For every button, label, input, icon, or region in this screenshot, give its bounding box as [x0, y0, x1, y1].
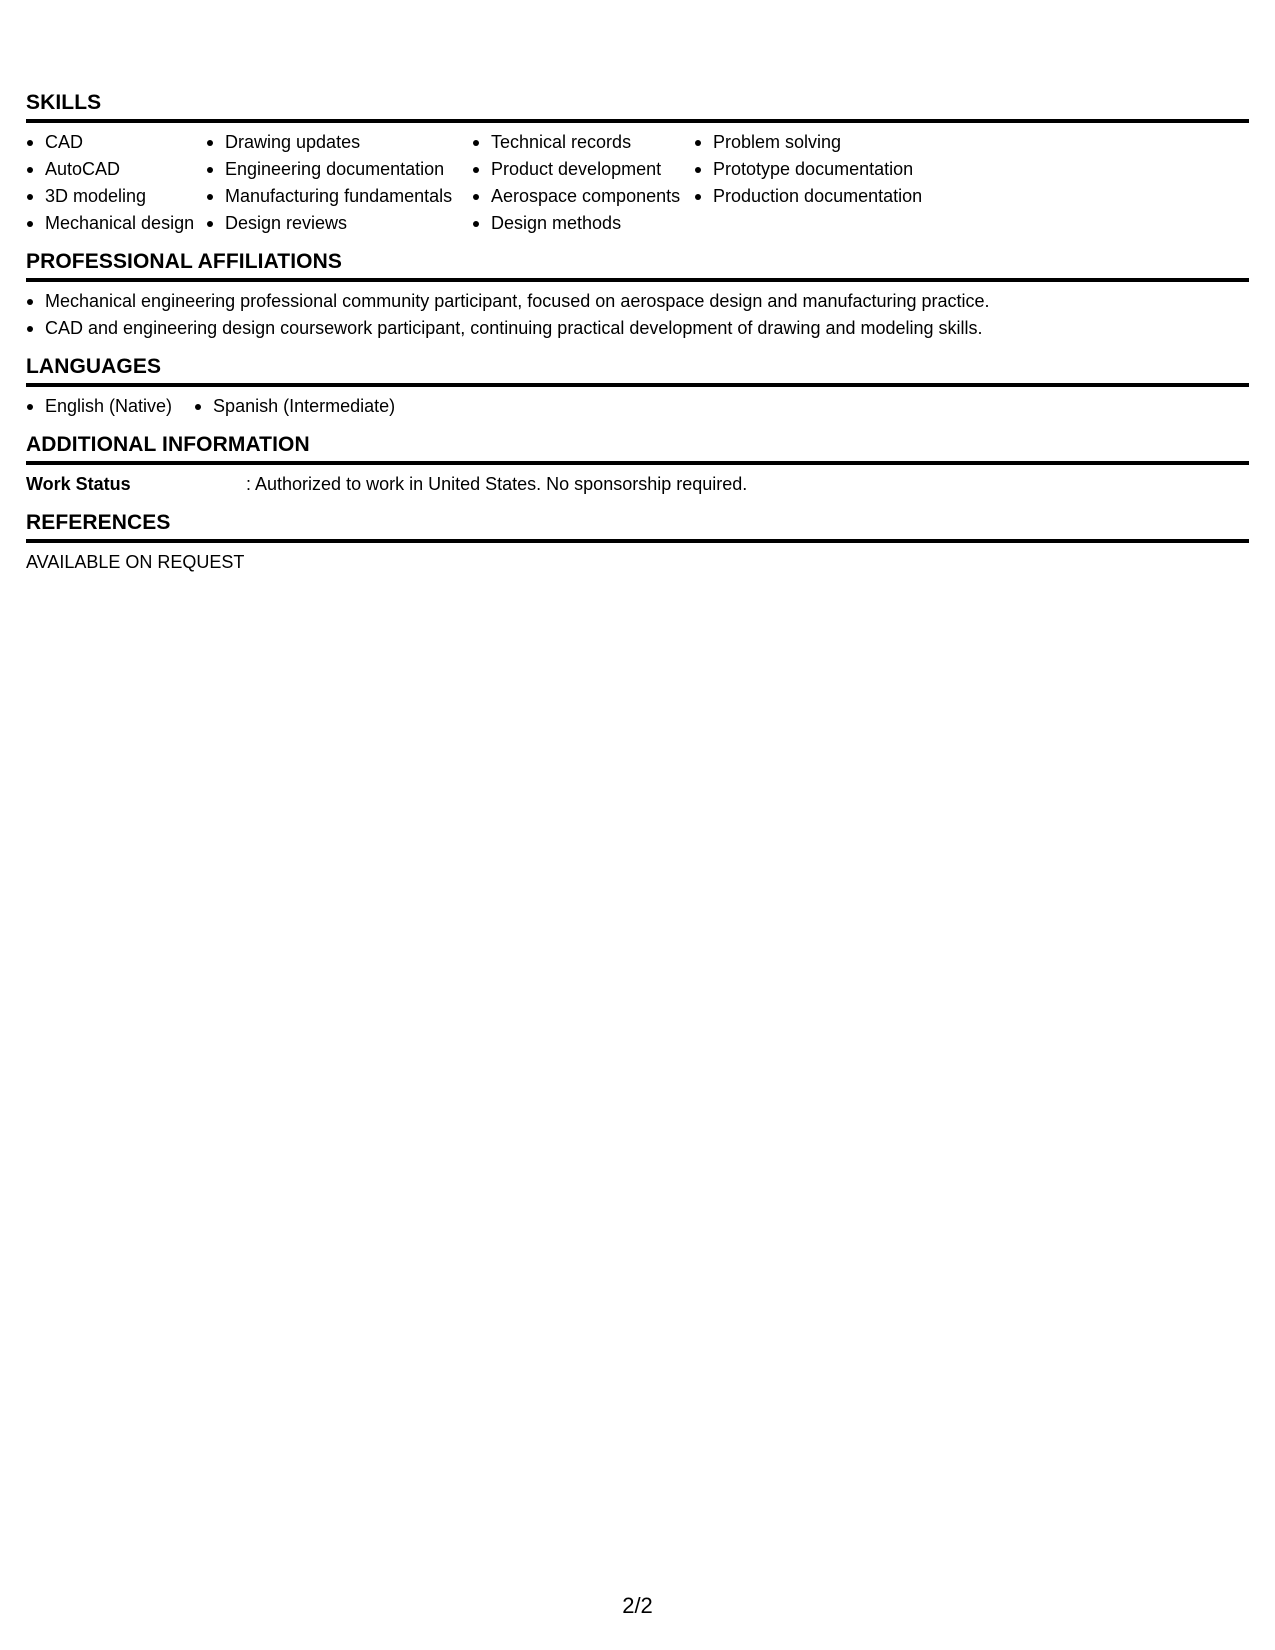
- languages-list: [26, 393, 1249, 420]
- page-number: 2/2: [622, 1593, 653, 1618]
- skills-section: [26, 90, 1249, 237]
- affiliation-item: CAD and engineering design coursework participant, continuing practical development of drawing and modeling skills.: [26, 315, 1249, 342]
- skill-item: Design methods: [472, 210, 694, 237]
- skill-item: Drawing updates: [206, 129, 472, 156]
- skill-item: Problem solving: [694, 129, 954, 156]
- skill-item: Engineering documentation: [206, 156, 472, 183]
- skills-grid: [26, 129, 1249, 237]
- work-status-value: : Authorized to work in United States. No sponsorship required.: [246, 474, 748, 494]
- skill-item: Prototype documentation: [694, 156, 954, 183]
- skill-item: 3D modeling: [26, 183, 206, 210]
- skills-column-4: [694, 129, 954, 237]
- skill-item: AutoCAD: [26, 156, 206, 183]
- section-title-languages: LANGUAGES: [26, 354, 1249, 387]
- languages-section: [26, 354, 1249, 420]
- language-item: English (Native): [26, 393, 172, 420]
- affiliations-list: [26, 288, 1249, 342]
- work-status-row: [26, 471, 1249, 498]
- skill-item: Product development: [472, 156, 694, 183]
- language-item: Spanish (Intermediate): [194, 393, 395, 420]
- skills-column-1: [26, 129, 206, 237]
- affiliations-section: [26, 249, 1249, 342]
- skills-column-3: [472, 129, 694, 237]
- skill-item: Production documentation: [694, 183, 954, 210]
- skills-column-2: [206, 129, 472, 237]
- skill-item: Aerospace components: [472, 183, 694, 210]
- skill-item: Technical records: [472, 129, 694, 156]
- affiliation-item: Mechanical engineering professional community participant, focused on aerospace design and manufacturing practice.: [26, 288, 1249, 315]
- skill-item: Design reviews: [206, 210, 472, 237]
- section-title-references: REFERENCES: [26, 510, 1249, 543]
- skill-item: Manufacturing fundamentals: [206, 183, 472, 210]
- additional-info-section: [26, 432, 1249, 498]
- skill-item: Mechanical design: [26, 210, 206, 237]
- work-status-label: Work Status: [26, 474, 131, 494]
- section-title-additional-info: ADDITIONAL INFORMATION: [26, 432, 1249, 465]
- references-text: AVAILABLE ON REQUEST: [26, 552, 245, 572]
- section-title-skills: SKILLS: [26, 90, 1249, 123]
- skill-item: CAD: [26, 129, 206, 156]
- references-section: [26, 510, 1249, 576]
- section-title-affiliations: PROFESSIONAL AFFILIATIONS: [26, 249, 1249, 282]
- resume-page: [26, 90, 1249, 588]
